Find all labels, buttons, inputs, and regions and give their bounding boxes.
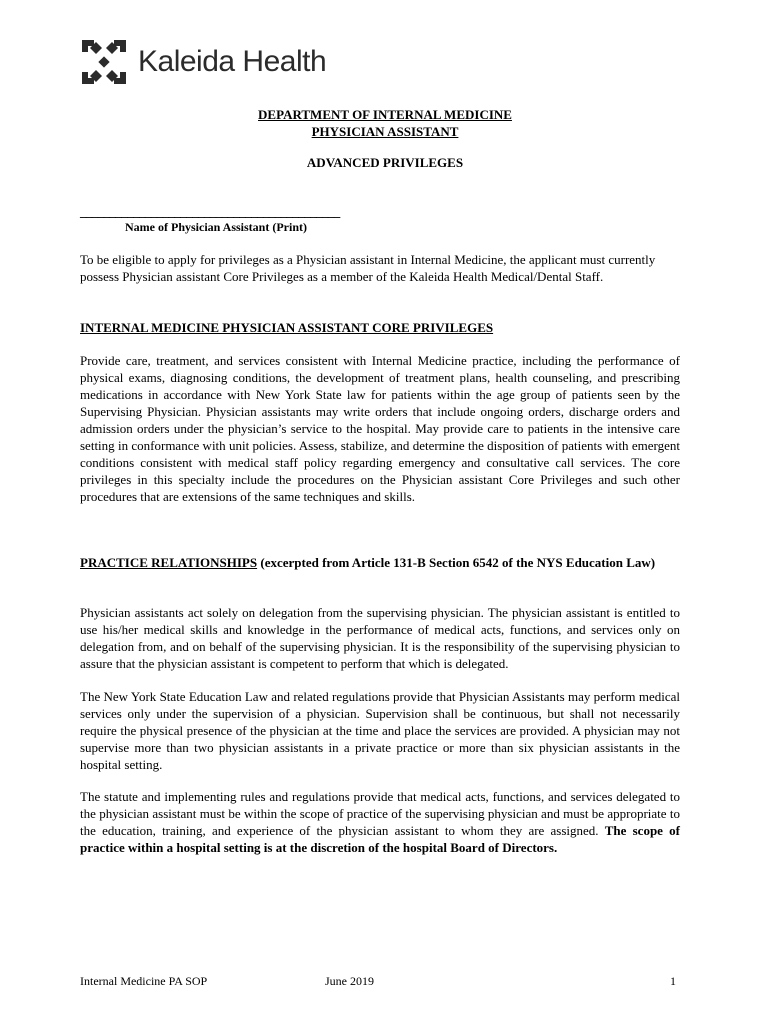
practice-paragraph-3-text: The statute and implementing rules and regulations provide that medical acts, functions, and services delegated to the physician assistant must be within the scope of practice of the supervising physician and must be appropriate to the education, training, and experience of the physician assistant to whom they are assigned. — [80, 789, 680, 838]
practice-paragraph-3 — [80, 788, 680, 856]
footer-date: June 2019 — [325, 974, 374, 988]
footer-document-name: Internal Medicine PA SOP — [80, 974, 208, 988]
practice-paragraph-1: Physician assistants act solely on delegation from the supervising physician. The physician assistant is entitled to use his/her medical skills and knowledge in the performance of medical acts, functions, and services only on delegation from, and on behalf of the supervising physician. It is the responsibility of the supervising physician to assure that the physician assistant is competent to perform that which is delegated. — [80, 605, 680, 671]
role-heading: PHYSICIAN ASSISTANT — [311, 124, 459, 139]
kaleida-logo-text: Kaleida Health — [138, 45, 327, 78]
core-privileges-paragraph: Provide care, treatment, and services consistent with Internal Medicine practice, including the performance of physical exams, diagnosing conditions, the development of treatment plans, health counseling, and prescribing medications in accordance with New York State law for patients within the age group of patients seen by the Supervising Physician. Physician assistants may write orders that include ongoing orders, discharge orders and admission orders under the physician’s service to the hospital. May provide care to patients in the intensive care setting in conformance with unit policies. Assess, stabilize, and determine the disposition of patients with emergent conditions consistent with medical staff policy regarding emergency and consultative call services. The core privileges in this specialty include the procedures on the Physician assistant Core Privileges and such other procedures that are extensions of the same techniques and skills. — [80, 353, 680, 504]
practice-subheading: (excerpted from Article 131-B Section 6542 of the NYS Education Law) — [257, 555, 656, 570]
document-title: ADVANCED PRIVILEGES — [306, 155, 464, 170]
department-heading: DEPARTMENT OF INTERNAL MEDICINE — [258, 107, 512, 122]
core-privileges-heading: INTERNAL MEDICINE PHYSICIAN ASSISTANT CORE PRIVILEGES — [80, 320, 494, 335]
kaleida-logo-icon — [78, 36, 130, 88]
practice-paragraph-3-bold: The scope of practice within a hospital setting is at the discretion of the hospital Board of Directors. — [80, 823, 680, 855]
eligibility-paragraph: To be eligible to apply for privileges as a Physician assistant in Internal Medicine, the applicant must currently possess Physician assistant Core Privileges as a member of the Kaleida Health Medical/Dental Staff. — [80, 252, 656, 284]
signature-line: ____________________________________________ — [80, 204, 340, 219]
practice-paragraph-2: The New York State Education Law and related regulations provide that Physician Assistants may perform medical services only under the supervision of a physician. Supervision shall be continuous, but shall not necessarily require the physical presence of the physician at the time and place the services are provided. A physician may not supervise more than two physician assistants in a private practice or more than six physician assistants in the hospital setting. — [80, 689, 680, 772]
practice-heading-text: PRACTICE RELATIONSHIPS — [80, 555, 258, 570]
signature-label: Name of Physician Assistant (Print) — [125, 220, 307, 234]
kaleida-logo — [78, 36, 326, 88]
footer-page-number: 1 — [670, 974, 676, 988]
practice-relationships-heading — [80, 554, 680, 571]
